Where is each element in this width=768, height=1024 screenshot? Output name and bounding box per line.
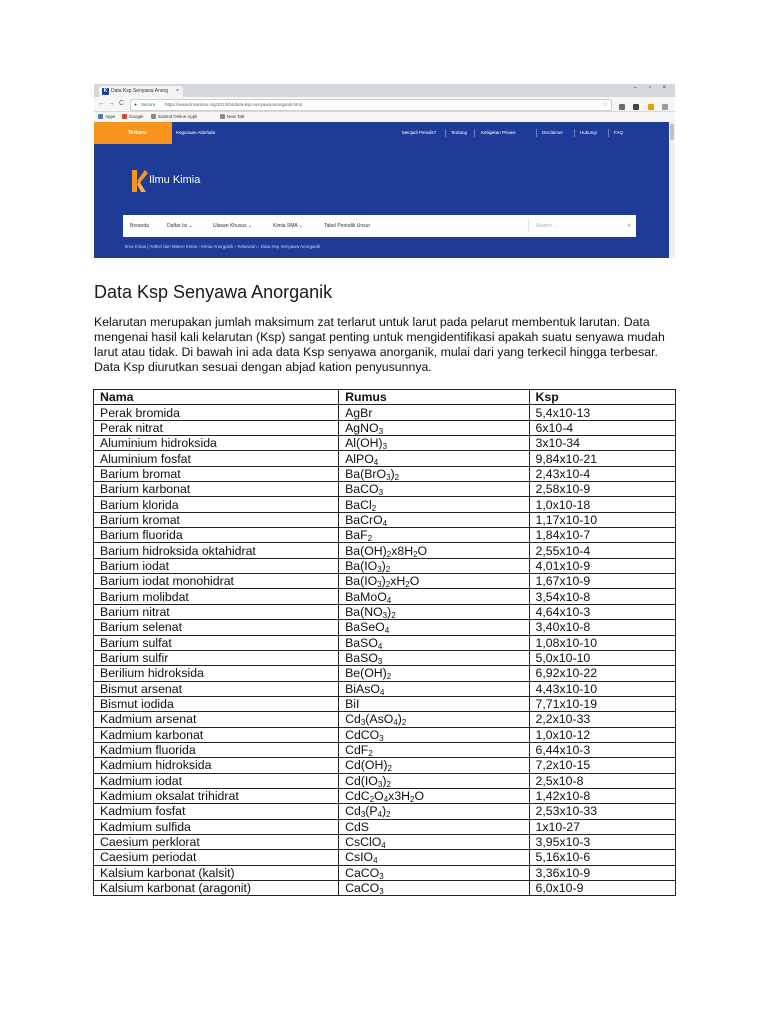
scrollbar[interactable] <box>669 122 675 258</box>
cell-rumus: $Ba(NO_3)_2$ <box>339 604 529 619</box>
divider <box>536 129 537 137</box>
search-icon[interactable]: ⌕ <box>627 223 631 229</box>
cell-ksp: 1,0x10-12 <box>529 727 675 742</box>
bookmark-star-icon[interactable]: ☆ <box>602 102 608 108</box>
site-top-bar <box>94 122 675 144</box>
cell-rumus: BaF$_2$ <box>339 528 529 543</box>
cell-nama: Bismut arsenat <box>94 681 339 696</box>
divider <box>474 129 475 137</box>
cell-rumus: $Ba(IO_3)_2$ <box>339 558 529 573</box>
table-row <box>94 819 676 834</box>
google-icon <box>122 114 127 119</box>
cell-ksp: 1,84x10-7 <box>529 528 675 543</box>
tab-title: Data Ksp Senyawa Anorg <box>111 88 168 94</box>
cell-ksp: 2,55x10-4 <box>529 543 675 558</box>
cell-rumus: $Cd(IO_3)_2$ <box>339 773 529 788</box>
nav-ulasan-khusus[interactable]: Ulasan Khusus ⌄ <box>213 223 253 229</box>
table-row <box>94 620 676 635</box>
cell-ksp: 2,53x10-33 <box>529 804 675 819</box>
reload-icon[interactable]: C <box>119 100 125 107</box>
cell-nama: Kadmium fosfat <box>94 804 339 819</box>
cell-rumus: BaMoO$_4$ <box>339 589 529 604</box>
cell-ksp: 2,58x10-9 <box>529 482 675 497</box>
table-row <box>94 804 676 819</box>
cell-rumus: CdS <box>339 819 529 834</box>
table-row <box>94 635 676 650</box>
divider <box>608 129 609 137</box>
cell-ksp: 2,43x10-4 <box>529 466 675 481</box>
site-logo[interactable] <box>130 166 230 196</box>
back-icon[interactable]: ← <box>98 100 105 107</box>
cell-rumus: $Ba(OH)_2x8H_2O$ <box>339 543 529 558</box>
scrollbar-thumb[interactable] <box>670 124 674 140</box>
cell-nama: Caesium periodat <box>94 850 339 865</box>
address-bar <box>94 97 675 112</box>
top-link-penulis[interactable]: Menjadi Penulis? <box>402 130 437 135</box>
cell-rumus: CdF$_2$ <box>339 742 529 757</box>
top-link-disclaimer[interactable]: Disclaimer <box>542 130 564 135</box>
cell-nama: Berilium hidroksida <box>94 666 339 681</box>
cell-nama: Barium fluorida <box>94 528 339 543</box>
cell-nama: Kadmium arsenat <box>94 712 339 727</box>
apps-icon <box>98 114 103 119</box>
cell-ksp: 1x10-27 <box>529 819 675 834</box>
cell-ksp: 3,95x10-3 <box>529 834 675 849</box>
cell-ksp: 6x10-4 <box>529 420 675 435</box>
tab-close-icon[interactable]: × <box>176 88 179 94</box>
cell-ksp: 3,40x10-8 <box>529 620 675 635</box>
tab-strip <box>94 84 675 97</box>
cell-rumus: CaCO$_3$ <box>339 881 529 896</box>
cell-rumus: AlPO$_4$ <box>339 451 529 466</box>
cell-ksp: 1,08x10-10 <box>529 635 675 650</box>
table-row <box>94 466 676 481</box>
divider <box>445 129 446 137</box>
cell-nama: Barium hidroksida oktahidrat <box>94 543 339 558</box>
cell-rumus: $Cd(OH)_2$ <box>339 758 529 773</box>
url-text: https://www.ilmukimia.org/2013/04/data-ksp-senyawa-anorganik.html <box>165 102 303 107</box>
extension-icon[interactable] <box>619 104 625 110</box>
cell-nama: Barium karbonat <box>94 482 339 497</box>
page-icon <box>151 114 156 119</box>
cell-ksp: 5,4x10-13 <box>529 405 675 420</box>
nav-daftar-isi[interactable]: Daftar Isi ⌄ <box>167 223 193 229</box>
cell-ksp: 1,0x10-18 <box>529 497 675 512</box>
cell-nama: Barium iodat monohidrat <box>94 574 339 589</box>
cell-ksp: 1,17x10-10 <box>529 512 675 527</box>
table-row <box>94 865 676 880</box>
cell-rumus: $Cd_3(AsO_4)_2$ <box>339 712 529 727</box>
column-header-nama: Nama <box>94 390 339 405</box>
cell-rumus: BaSO$_3$ <box>339 650 529 665</box>
cell-nama: Kadmium karbonat <box>94 727 339 742</box>
cell-rumus: $CdC_2O_4x3H_2O$ <box>339 788 529 803</box>
chrome-extension-icon[interactable] <box>648 104 654 110</box>
cell-nama: Kadmium iodat <box>94 773 339 788</box>
cell-ksp: 4,64x10-3 <box>529 604 675 619</box>
cell-ksp: 1,67x10-9 <box>529 574 675 589</box>
chevron-down-icon: ⌄ <box>248 223 253 229</box>
cell-ksp: 6,0x10-9 <box>529 881 675 896</box>
table-row <box>94 834 676 849</box>
cell-nama: Aluminium hidroksida <box>94 436 339 451</box>
table-row <box>94 850 676 865</box>
cell-rumus: $Cd_3(P_4)_2$ <box>339 804 529 819</box>
chevron-down-icon: ⌄ <box>298 223 304 229</box>
cell-nama: Caesium perklorat <box>94 834 339 849</box>
cell-rumus: $Be(OH)_2$ <box>339 666 529 681</box>
page-icon <box>220 114 225 119</box>
cell-ksp: 5,0x10-10 <box>529 650 675 665</box>
latest-label: Terbaru: <box>126 122 172 144</box>
table-row <box>94 604 676 619</box>
table-row <box>94 881 676 896</box>
cell-ksp: 3x10-34 <box>529 436 675 451</box>
ilmu-kimia-logo-icon <box>130 166 148 194</box>
cell-nama: Barium sulfir <box>94 650 339 665</box>
table-row <box>94 589 676 604</box>
bookmark-submit-online[interactable]: Submit Online Appli <box>151 112 197 122</box>
nav-beranda[interactable]: Beranda <box>130 223 149 229</box>
cell-rumus: CaCO$_3$ <box>339 865 529 880</box>
cell-rumus: $Al(OH)_3$ <box>339 436 529 451</box>
table-row <box>94 681 676 696</box>
cell-nama: Kadmium fluorida <box>94 742 339 757</box>
cell-nama: Kalsium karbonat (aragonit) <box>94 881 339 896</box>
table-row <box>94 712 676 727</box>
top-link-tentang[interactable]: Tentang <box>451 130 468 135</box>
cell-nama: Barium kromat <box>94 512 339 527</box>
cell-ksp: 3,36x10-9 <box>529 865 675 880</box>
extension-icons <box>617 99 673 109</box>
cell-nama: Kadmium sulfida <box>94 819 339 834</box>
cell-nama: Kadmium hidroksida <box>94 758 339 773</box>
cell-nama: Barium sulfat <box>94 635 339 650</box>
cell-rumus: CsIO$_4$ <box>339 850 529 865</box>
nav-tabel-periodik[interactable]: Tabel Periodik Unsur <box>324 223 371 229</box>
cell-ksp: 6,44x10-3 <box>529 742 675 757</box>
browser-tab[interactable] <box>99 86 183 97</box>
search-placeholder: Search ... <box>536 223 558 229</box>
bookmark-google[interactable]: Google <box>122 112 144 122</box>
cell-rumus: AgBr <box>339 405 529 420</box>
table-row <box>94 512 676 527</box>
cell-rumus: AgNO$_3$ <box>339 420 529 435</box>
search-input[interactable] <box>528 219 637 233</box>
cell-nama: Aluminium fosfat <box>94 451 339 466</box>
cell-ksp: 9,84x10-21 <box>529 451 675 466</box>
bookmark-apps[interactable]: Apps <box>98 112 115 122</box>
cell-nama: Barium klorida <box>94 497 339 512</box>
cell-rumus: BiAsO$_4$ <box>339 681 529 696</box>
forward-icon[interactable]: → <box>108 100 115 107</box>
orange-accent <box>94 122 126 144</box>
cell-ksp: 6,92x10-22 <box>529 666 675 681</box>
cell-nama: Kadmium oksalat trihidrat <box>94 788 339 803</box>
table-row <box>94 650 676 665</box>
cell-rumus: BaSO$_4$ <box>339 635 529 650</box>
cell-ksp: 4,43x10-10 <box>529 681 675 696</box>
table-row <box>94 497 676 512</box>
cell-rumus: $Ba(BrO_3)_2$ <box>339 466 529 481</box>
nav-kimia-sma[interactable]: Kimia SMA ⌄ <box>273 223 304 229</box>
cell-rumus: CdCO$_3$ <box>339 727 529 742</box>
cell-nama: Kalsium karbonat (kalsit) <box>94 865 339 880</box>
cell-ksp: 2,2x10-33 <box>529 712 675 727</box>
column-header-rumus: Rumus <box>339 390 529 405</box>
cell-nama: Barium molibdat <box>94 589 339 604</box>
cell-ksp: 5,16x10-6 <box>529 850 675 865</box>
column-header-ksp: Ksp <box>529 390 675 405</box>
cell-ksp: 2,5x10-8 <box>529 773 675 788</box>
ksp-table <box>93 389 676 896</box>
cell-nama: Bismut iodida <box>94 696 339 711</box>
cell-rumus: BiI <box>339 696 529 711</box>
table-header-row <box>94 390 676 405</box>
secure-label: Secure <box>141 102 156 107</box>
cell-rumus: $Ba(IO_3)_2xH_2O$ <box>339 574 529 589</box>
cell-ksp: 7,71x10-19 <box>529 696 675 711</box>
site-favicon-icon: K <box>103 88 108 94</box>
table-row <box>94 543 676 558</box>
cell-rumus: CsClO$_4$ <box>339 834 529 849</box>
table-row <box>94 742 676 757</box>
table-row <box>94 451 676 466</box>
table-row <box>94 420 676 435</box>
cell-rumus: BaCl$_2$ <box>339 497 529 512</box>
bookmarks-bar <box>94 112 675 122</box>
cell-nama: Barium selenat <box>94 620 339 635</box>
window-controls[interactable]: – ▫ × <box>633 85 671 91</box>
cell-nama: Perak nitrat <box>94 420 339 435</box>
divider <box>574 129 575 137</box>
table-body <box>94 405 676 896</box>
cell-nama: Barium nitrat <box>94 604 339 619</box>
table-row <box>94 436 676 451</box>
table-row <box>94 558 676 573</box>
chevron-down-icon: ⌄ <box>188 223 193 229</box>
cell-ksp: 7,2x10-15 <box>529 758 675 773</box>
table-row <box>94 528 676 543</box>
cell-rumus: BaCO$_3$ <box>339 482 529 497</box>
top-link-privasi[interactable]: Kebijakan Privasi <box>481 130 516 135</box>
cell-rumus: BaSeO$_4$ <box>339 620 529 635</box>
table-row <box>94 758 676 773</box>
cell-nama: Barium iodat <box>94 558 339 573</box>
table-row <box>94 727 676 742</box>
table-row <box>94 574 676 589</box>
cell-nama: Barium bromat <box>94 466 339 481</box>
cell-ksp: 3,54x10-8 <box>529 589 675 604</box>
browser-screenshot <box>94 84 675 258</box>
latest-news-link[interactable]: Kegunaan Aldehida <box>176 130 216 135</box>
breadcrumb[interactable]: Ilmu Kimia | Artikel dan Materi Kimia › Kimia Anorganik › Kelarutan › Data Ksp Senyawa Anorganik <box>125 244 321 249</box>
lock-icon: ● <box>134 102 138 108</box>
top-link-faq[interactable]: FAQ <box>614 130 624 135</box>
cell-ksp: 1,42x10-8 <box>529 788 675 803</box>
logo-text: Ilmu Kimia <box>149 174 201 186</box>
table-row <box>94 696 676 711</box>
table-row <box>94 788 676 803</box>
page-title: Data Ksp Senyawa Anorganik <box>94 282 333 302</box>
intro-paragraph: Kelarutan merupakan jumlah maksimum zat terlarut untuk larut pada pelarut membentuk larutan. Data mengenai hasil kali kelarutan (Ksp) sangat penting untuk mengidentifikasi apakah suatu senyawa mudah larut atau tidak. Di bawah ini ada data Ksp senyawa anorganik, mulai dari yang terkecil hingga terbesar. Data Ksp diurutkan sesuai dengan abjad kation penyusunnya. <box>94 315 665 374</box>
table-row <box>94 773 676 788</box>
cell-nama: Perak bromida <box>94 405 339 420</box>
table-row <box>94 482 676 497</box>
extension-icon[interactable] <box>633 104 639 110</box>
extension-icon[interactable] <box>662 104 668 110</box>
cell-rumus: BaCrO$_4$ <box>339 512 529 527</box>
url-input[interactable] <box>130 99 612 111</box>
top-link-hubungi[interactable]: Hubungi <box>580 130 597 135</box>
table-row <box>94 405 676 420</box>
table-row <box>94 666 676 681</box>
main-navigation <box>123 215 636 237</box>
bookmark-new-tab[interactable]: New Tab <box>220 112 244 122</box>
cell-ksp: 4,01x10-9 <box>529 558 675 573</box>
